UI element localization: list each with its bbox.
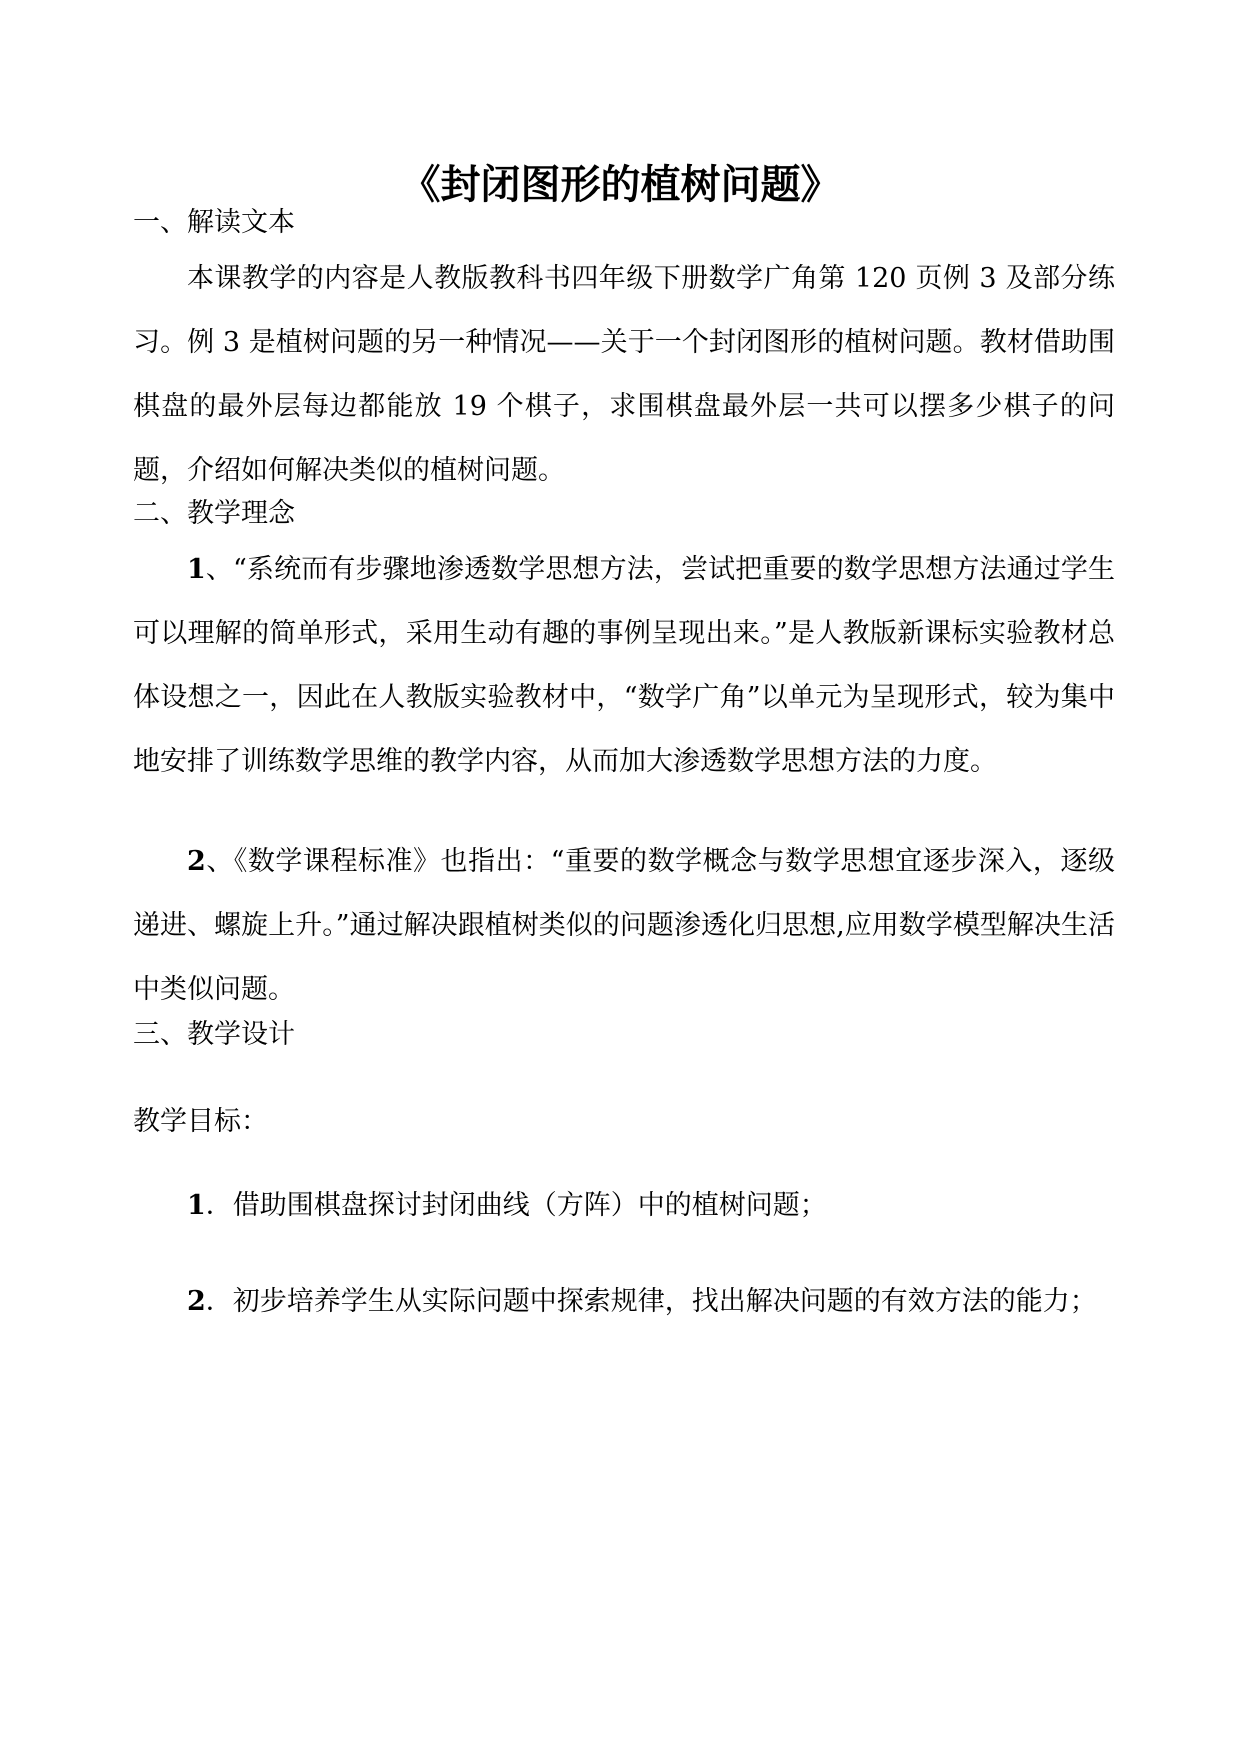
philosophy-item-1-text: 、“系统而有步骤地渗透数学思想方法，尝试把重要的数学思想方法通过学生可以理解的简单形式，采用生动有趣的事例呈现出来。”是人教版新课标实验教材总体设想之一，因此在人教版实验教材中，“数学广角”以单元为呈现形式，较为集中地安排了训练数学思维的教学内容，从而加大渗透数学思想方法的力度。 <box>133 554 1115 777</box>
teaching-goal-2 <box>133 1262 1115 1342</box>
section-heading-design: 三、教学设计 <box>133 1019 295 1050</box>
philosophy-item-2-number: 2 <box>187 846 206 877</box>
philosophy-item-1 <box>133 538 1115 794</box>
teaching-goal-1-text: ．借助围棋盘探讨封闭曲线（方阵）中的植树问题； <box>205 1190 827 1221</box>
teaching-goal-1 <box>187 1186 827 1226</box>
philosophy-item-1-number: 1 <box>187 554 206 585</box>
teaching-goals-label: 教学目标： <box>133 1106 268 1137</box>
teaching-goal-1-number: 1 <box>187 1190 206 1221</box>
document-title: 《封闭图形的植树问题》 <box>400 161 841 208</box>
section-heading-interpretation: 一、解读文本 <box>133 207 295 238</box>
philosophy-item-2 <box>133 830 1115 1022</box>
teaching-goal-2-text: ．初步培养学生从实际问题中探索规律，找出解决问题的有效方法的能力； <box>205 1286 1097 1317</box>
section-heading-philosophy: 二、教学理念 <box>133 498 295 529</box>
teaching-goal-2-number: 2 <box>187 1286 206 1317</box>
philosophy-item-2-text: 、《数学课程标准》也指出：“重要的数学概念与数学思想宜逐步深入，逐级递进、螺旋上升。”通过解决跟植树类似的问题渗透化归思想,应用数学模型解决生活中类似问题。 <box>133 846 1115 1005</box>
interpretation-paragraph: 本课教学的内容是人教版教科书四年级下册数学广角第 120 页例 3 及部分练习。例 3 是植树问题的另一种情况——关于一个封闭图形的植树问题。教材借助围棋盘的最外层每边都能放 19 个棋子，求围棋盘最外层一共可以摆多少棋子的问题，介绍如何解决类似的植树问题。 <box>133 263 1115 486</box>
